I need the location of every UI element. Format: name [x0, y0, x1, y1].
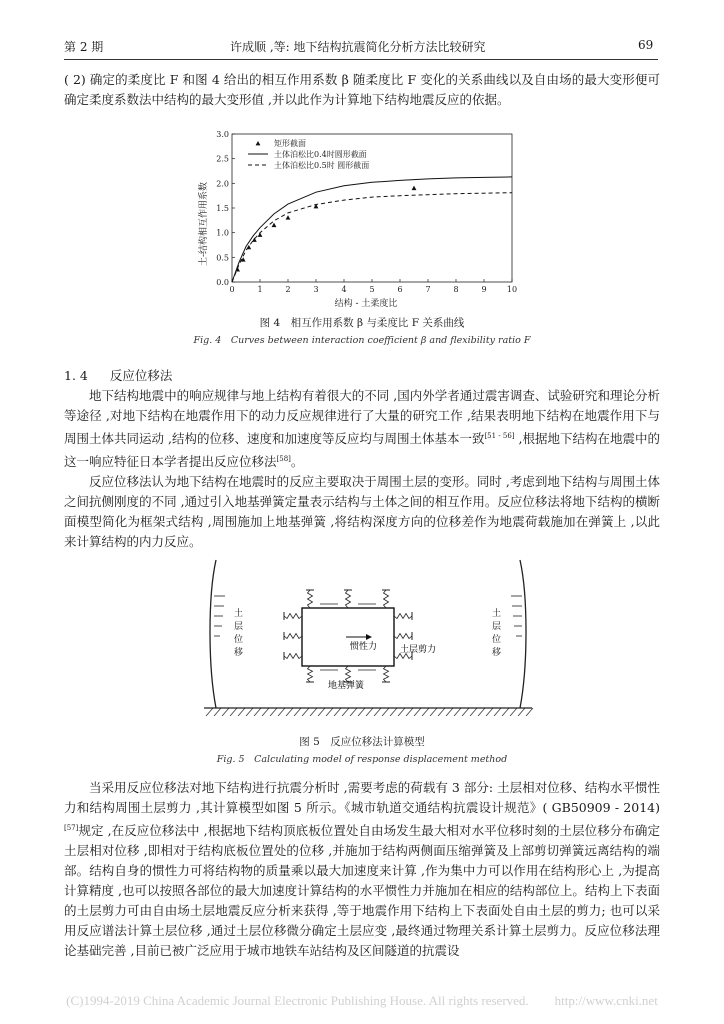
hatch-line — [326, 708, 333, 716]
hatch-line — [406, 708, 413, 716]
hatch-line — [390, 708, 397, 716]
hatch-line — [446, 708, 453, 716]
x-tick-label: 1 — [257, 285, 263, 294]
hatch-line — [302, 708, 309, 716]
x-tick-label: 2 — [285, 285, 291, 294]
hatch-line — [486, 708, 493, 716]
y-tick-label: 0.5 — [216, 253, 229, 263]
hatch-line — [398, 708, 405, 716]
closing-paragraph — [64, 778, 660, 961]
hatch-line — [230, 708, 237, 716]
citation-51-56: [51 - 56] — [484, 432, 515, 440]
section-paragraph-2: 反应位移法认为地下结构在地震时的反应主要取决于周围土层的变形。同时 ,考虑到地下结构与周围土体之间抗侧刚度的不同 ,通过引入地基弹簧定量表示结构与土体之间的相互作用。反应位移法将地下结构的横断面模型简化为框架式结构 ,周围施加上地基弹簧 ,将结构深度方向的位移差作为地震荷载施加在弹簧上 ,以此来计算结构的内力反应。 — [64, 474, 660, 550]
hatch-line — [318, 708, 325, 716]
y-tick-label: 2.5 — [216, 154, 229, 164]
x-tick-label: 7 — [425, 285, 431, 294]
running-title: 许成顺 ,等: 地下结构抗震简化分析方法比较研究 — [230, 40, 486, 54]
chart-legend — [248, 138, 369, 170]
hatch-line — [462, 708, 469, 716]
x-axis-label: 结构 - 土柔度比 — [334, 299, 398, 309]
hatch-line — [518, 708, 525, 716]
soil-label-char: 移 — [234, 648, 244, 658]
x-tick-label: 3 — [313, 285, 319, 294]
hatch-line — [382, 708, 389, 716]
hatch-line — [206, 708, 213, 716]
soil-label-char: 层 — [492, 622, 502, 632]
soil-label-char: 土 — [234, 609, 244, 619]
x-tick-label: 10 — [506, 285, 518, 294]
hatch-line — [342, 708, 349, 716]
hatch-line — [454, 708, 461, 716]
x-tick-label: 8 — [453, 285, 459, 294]
soil-label-char: 土 — [492, 609, 502, 619]
x-tick-label: 0 — [229, 285, 235, 294]
hatch-line — [502, 708, 509, 716]
hatch-line — [350, 708, 357, 716]
legend-marker — [256, 141, 261, 145]
closing-text-2: 规定 ,在反应位移法中 ,根据地下结构顶底板位置处自由场发生最大相对水平位移时刻的土层位移分布确定土层相对位移 ,即相对于结构底板位置处的位移 ,并施加于结构两侧面压缩弹簧及上部剪切弹簧远离结构的端部。结构自身的惯性力可将结构物的质量乘以最大加速度来计算 ,作为集中力可以作用在结构形心上 ,为提高计算精度 ,也可以按照各部位的最大加速度计算结构的水平惯性力并施加在相应的结构部位上。结构上下表面的土层剪力可由自由场土层地震反应分析来获得 ,等于地震作用下结构上下表面处自由土层的剪力; 也可以采用反应谱法计算土层位移 ,通过土层位移微分确定土层应变 ,最终通过物理关系计算土层剪力。反应位移法理论基础完善 ,目前已被广泛应用于城市地铁车站结构及区间隧道的抗震设 — [64, 823, 660, 959]
rect-section-point — [272, 223, 277, 227]
hatch-line — [310, 708, 317, 716]
hatch-line — [366, 708, 373, 716]
citation-58: [58] — [276, 455, 291, 464]
right-displacement-arrows — [511, 596, 522, 636]
para1-end: 。 — [290, 454, 304, 470]
hatch-line — [526, 708, 533, 716]
soil-label-char: 位 — [234, 635, 244, 645]
legend-label: 土体泊松比0.4时圆形截面 — [274, 150, 367, 159]
intro-paragraph — [64, 70, 660, 110]
hatch-line — [334, 708, 341, 716]
soil-label-char: 位 — [492, 635, 502, 645]
figure4-chart — [190, 124, 530, 310]
chart-series — [232, 177, 512, 282]
hatch-line — [262, 708, 269, 716]
section-paragraph-1 — [64, 386, 660, 472]
inertia-label: 惯性力 — [350, 642, 378, 652]
figure5-caption-en: Fig. 5 Calculating model of response displacement method — [216, 754, 508, 765]
copyright-footer: (C)1994-2019 China Academic Journal Electronic Publishing House. All rights reserved. http://www.cnki.net — [66, 993, 658, 1008]
header-rule — [64, 59, 658, 60]
left-displacement-arrows — [214, 596, 225, 636]
hatch-line — [478, 708, 485, 716]
x-tick-label: 4 — [341, 285, 347, 294]
para1-text: 地下结构地震中的响应规律与地上结构有着很大的不同 ,国内外学者通过震害调查、试验研究和理论分析等途径 ,对地下结构在地震作用下的动力反应规律进行了大量的研究工作 ,结果表明地下结构在地震作用下与周围土体共同运动 ,结构的位移、速度和加速度等反应均与周围土体基本一致 — [64, 388, 660, 447]
x-tick-label: 5 — [369, 285, 375, 294]
section-body — [64, 386, 660, 552]
spring — [284, 654, 302, 659]
right-boundary-line — [520, 560, 526, 708]
x-tick-label: 6 — [397, 285, 403, 294]
x-tick-label: 9 — [481, 285, 487, 294]
soil-label-char: 层 — [234, 622, 244, 632]
circle-section-05-line — [232, 193, 512, 282]
figure4-caption-en: Fig. 4 Curves between interaction coefficient β and flexibility ratio F — [193, 335, 531, 346]
spring — [308, 590, 313, 608]
shear-label: 土层剪力 — [400, 645, 437, 655]
hatch-line — [422, 708, 429, 716]
hatch-line — [438, 708, 445, 716]
citation-57: [57] — [64, 824, 79, 832]
hatch-line — [358, 708, 365, 716]
hatch-line — [254, 708, 261, 716]
y-tick-label: 3.0 — [216, 130, 229, 139]
hatch-line — [430, 708, 437, 716]
figure4-caption-cn: 图 4 相互作用系数 β 与柔度比 F 关系曲线 — [259, 317, 465, 329]
rect-section-point — [412, 186, 417, 190]
figure5-caption-cn: 图 5 反应位移法计算模型 — [299, 736, 425, 748]
rect-section-point — [286, 215, 291, 219]
hatch-line — [286, 708, 293, 716]
section-title: 反应位移法 — [109, 368, 173, 383]
closing-text-1: 当采用反应位移法对地下结构进行抗震分析时 ,需要考虑的荷载有 3 部分: 土层相对位移、结构水平惯性力和结构周围土层剪力 ,其计算模型如图 5 所示。《城市轨道交通结构抗震设计规范》( GB50909 - 2014) — [64, 780, 660, 815]
hatch-line — [222, 708, 229, 716]
hatch-line — [294, 708, 301, 716]
ground-hatching — [206, 708, 533, 716]
y-tick-label: 0.0 — [216, 278, 229, 287]
y-tick-label: 2.0 — [216, 179, 229, 189]
circle-section-04-line — [232, 177, 512, 282]
left-soil-label — [234, 607, 243, 658]
intro-text: ( 2) 确定的柔度比 F 和图 4 给出的相互作用系数 β 随柔度比 F 变化的关系曲线以及自由场的最大变形便可确定柔度系数法中结构的最大变形值 ,并以此作为计算地下结构地震反应的依据。 — [64, 72, 660, 107]
hatch-line — [494, 708, 501, 716]
right-soil-label — [492, 607, 501, 658]
hatch-line — [246, 708, 253, 716]
page-number: 69 — [638, 38, 654, 52]
spring — [308, 666, 313, 682]
figure5-diagram — [200, 556, 536, 728]
hatch-line — [470, 708, 477, 716]
spring — [346, 666, 351, 682]
hatch-line — [238, 708, 245, 716]
spring — [284, 634, 302, 639]
hatch-line — [510, 708, 517, 716]
hatch-line — [214, 708, 221, 716]
section-heading — [64, 366, 194, 384]
legend-label: 矩形截面 — [274, 139, 306, 148]
legend-label: 土体泊松比0.5时 圆形截面 — [274, 161, 370, 170]
y-tick-label: 1.5 — [216, 204, 229, 213]
issue-label: 第 2 期 — [64, 40, 104, 54]
spring — [384, 666, 389, 682]
hatch-line — [278, 708, 285, 716]
hatch-line — [414, 708, 421, 716]
closing-body — [64, 778, 660, 961]
soil-label-char: 移 — [492, 648, 502, 658]
y-axis-label: 土-结构相互作用系数 — [199, 181, 209, 267]
spring — [346, 590, 351, 608]
hatch-line — [374, 708, 381, 716]
y-tick-label: 1.0 — [216, 228, 229, 238]
spring — [384, 590, 389, 608]
para1-tail: ,根据地下结构在地震中的这一响应特征日本学者提出反应位移法 — [64, 431, 660, 470]
left-boundary-line — [210, 560, 216, 708]
hatch-line — [270, 708, 277, 716]
spring — [284, 614, 302, 619]
spring-label: 地基弹簧 — [328, 681, 365, 691]
section-number: 1. 4 — [64, 368, 88, 383]
spring — [394, 634, 412, 639]
spring — [394, 614, 412, 619]
